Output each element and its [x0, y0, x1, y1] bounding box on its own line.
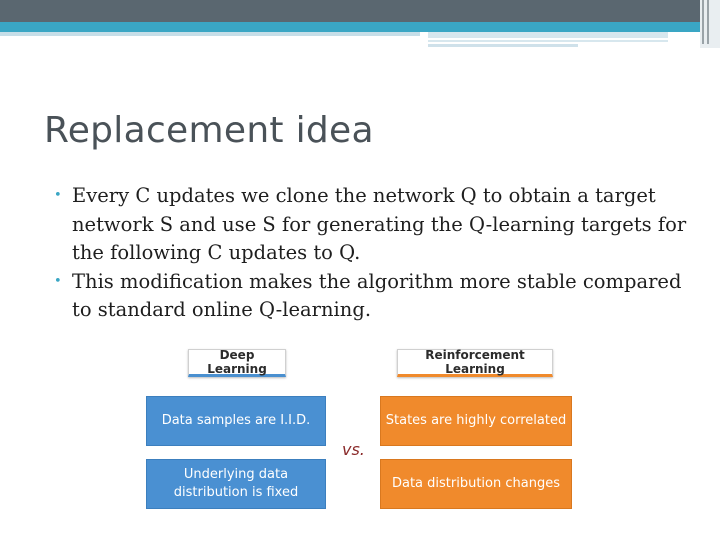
top-dark-bar — [0, 0, 700, 22]
top-divider-line — [428, 38, 668, 40]
bullet-text: This modification makes the algorithm more stable compared to standard online Q-learning. — [72, 269, 682, 321]
top-accent-bar — [0, 22, 700, 32]
top-light-bar — [0, 32, 420, 36]
bullet-item — [52, 182, 692, 268]
top-light-bar-small — [428, 44, 578, 47]
deep-learning-item: Underlying data distribution is fixed — [146, 459, 326, 509]
right-edge-line — [707, 0, 709, 44]
deep-learning-header: Deep Learning — [188, 349, 286, 377]
reinforcement-learning-header: Reinforcement Learning — [397, 349, 553, 377]
reinforcement-learning-item: States are highly correlated — [380, 396, 572, 446]
versus-label: vs. — [342, 440, 365, 459]
reinforcement-learning-item: Data distribution changes — [380, 459, 572, 509]
bullet-dot-icon: • — [54, 188, 62, 203]
deep-learning-item: Data samples are I.I.D. — [146, 396, 326, 446]
bullet-item — [52, 268, 692, 325]
bullet-text: Every C updates we clone the network Q to obtain a target network S and use S for generating the Q-learning targets for the following C updates to Q. — [72, 184, 687, 264]
top-light-bar-right — [428, 32, 668, 42]
bullet-list — [52, 182, 692, 325]
slide-title: Replacement idea — [44, 110, 374, 151]
right-edge-line — [702, 0, 704, 44]
bullet-dot-icon: • — [54, 273, 62, 289]
